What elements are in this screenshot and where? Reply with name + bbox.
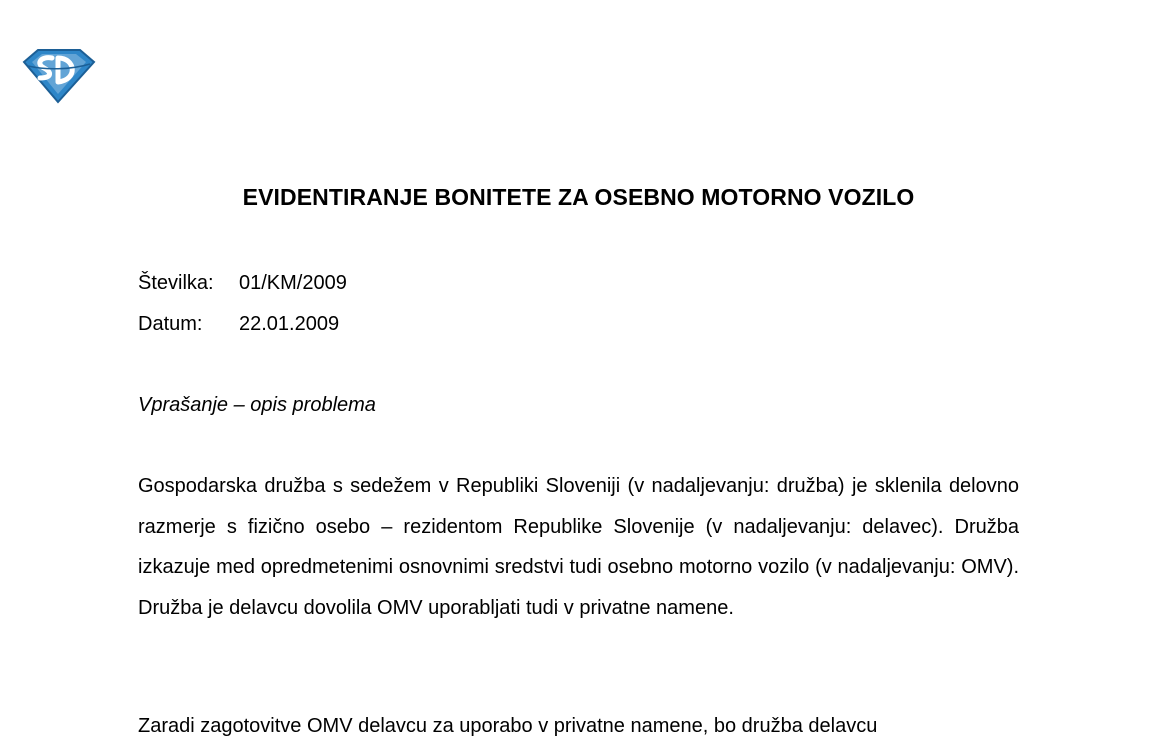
sd-diamond-logo-icon (22, 48, 96, 104)
document-number-value: 01/KM/2009 (239, 272, 347, 294)
document-title: EVIDENTIRANJE BONITETE ZA OSEBNO MOTORNO VOZILO (242, 184, 915, 210)
body-paragraph-1: Gospodarska družba s sedežem v Republiki Sloveniji (v nadaljevanju: družba) je sklenila delovno razmerje s fizično osebo – rezidentom Republike Slovenije (v nadaljevanju: delavec). Družba izkazuje med opredmetenimi osnovnimi sredstvi tudi osebno motorno vozilo (v nadaljevanju: OMV). Družba je delavcu dovolila OMV uporabljati tudi v privatne namene. (138, 475, 1019, 619)
document-date-label: Datum: (138, 313, 203, 335)
section-heading: Vprašanje – opis problema (138, 394, 376, 416)
document-date-row (138, 313, 339, 336)
document-date-value: 22.01.2009 (239, 313, 340, 335)
company-logo (22, 48, 96, 104)
body-paragraph-2: Zaradi zagotovitve OMV delavcu za uporabo v privatne namene, bo družba delavcu (138, 715, 878, 737)
document-number-row (138, 272, 347, 295)
document-number-label: Številka: (138, 272, 214, 294)
